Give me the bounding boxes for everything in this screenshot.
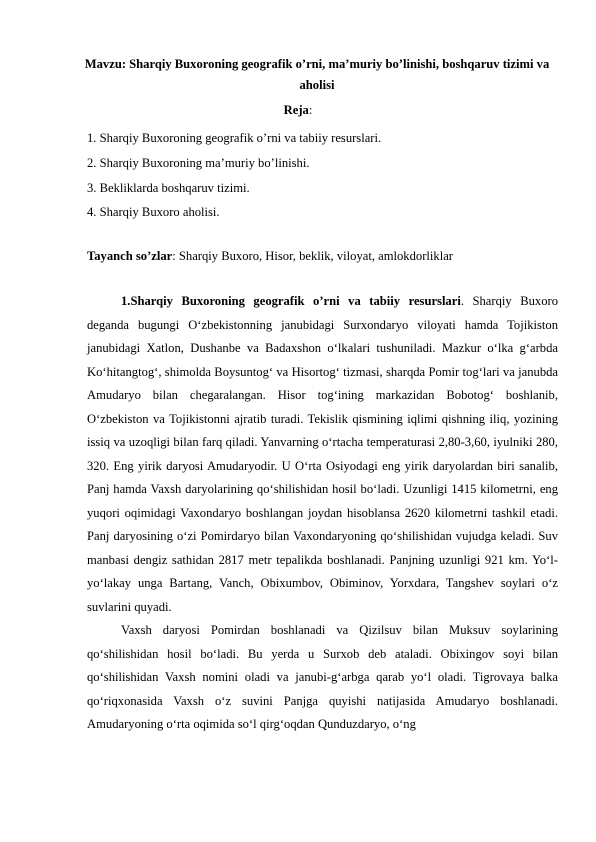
- paragraph: [87, 290, 558, 619]
- plan-list: [87, 126, 567, 225]
- section-heading: 1.Sharqiy Buxoroning geografik o’rni va tabiiy resurslari: [121, 294, 461, 308]
- keywords-label: Tayanch so’zlar: [87, 249, 173, 263]
- keywords-line: [87, 244, 567, 268]
- plan-colon: :: [308, 103, 313, 117]
- plan-label: Reja: [283, 103, 309, 117]
- document-title: Mavzu: Sharqiy Buxoroning geografik o’rni, ma’muriy bo’linishi, boshqaruv tizimi va aholisi: [84, 57, 550, 92]
- plan-item: 1. Sharqiy Buxoroning geografik o’rni va tabiiy resurslari.: [87, 131, 382, 145]
- keywords-text: : Sharqiy Buxoro, Hisor, beklik, viloyat, amlokdorliklar: [172, 249, 453, 263]
- plan-item: 2. Sharqiy Buxoroning ma’muriy bo’linishi.: [87, 155, 310, 170]
- plan-item: 3. Bekliklarda boshqaruv tizimi.: [87, 180, 250, 195]
- plan-heading: [0, 100, 596, 121]
- document-body: [87, 290, 558, 737]
- paragraph: Vaxsh daryosi Pomirdan boshlanadi va Qizilsuv bilan Muksuv soylarining qo‘shilishidan hosil bo‘ladi. Bu yerda u Surxob deb ataladi. Obixingov soyi bilan qo‘shilishidan Vaxsh nomini oladi va janubi-g‘arbga qarab yo‘l oladi. Tigrovaya balka qo‘riqxonasida Vaxsh o‘z suvini Panjga quyishi natijasida Amudaryo boshlanadi. Amudaryoning o‘rta oqimida so‘l qirg‘oqdan Qunduzdaryo, o‘ng: [87, 623, 558, 731]
- paragraph-text: . Sharqiy Buxoro deganda bugungi O‘zbekistonning janubidagi Surxondaryo viloyati hamda Tojikiston janubidagi Xatlon, Dushanbe va Badaxshon o‘lkalari tushuniladi. Mazkur o‘lka g‘arbda Ko‘hitangtog‘, shimolda Boysuntog‘ va Hisortog‘ tizmasi, sharqda Pomir tog‘lari va janubda Amudaryo bilan chegaralangan. Hisor tog‘ining markazidan Bobotog‘ boshlanib, O‘zbekiston va Tojikistonni ajratib turadi. Tekislik qismining iqlimi qishning iliq, yozining issiq va uzoqligi bilan farq qiladi. Yanvarning o‘rtacha temperaturasi 2,80-3,60, iyulniki 280, 320. Eng yirik daryosi Amudaryodir. U O‘rta Osiyodagi eng yirik daryolardan biri sanalib, Panj hamda Vaxsh daryolarining qo‘shilishidan hosil bo‘ladi. Uzunligi 1415 kilometrni, eng yuqori oqimidagi Vaxondaryo boshlangan joydan hisoblansa 2620 kilometrni tashkil etadi. Panj daryosining o‘zi Pomirdaryo bilan Vaxondaryoning qo‘shilishidan vujudga keladi. Suv manbasi dengiz sathidan 2817 metr tepalikda boshlanadi. Panjning uzunligi 921 km. Yo‘l-yo‘lakay unga Bartang, Vanch, Obixumbov, Obiminov, Yorxdara, Tangshev soylari o‘z suvlarini quyadi.: [87, 294, 558, 614]
- plan-item: 4. Sharqiy Buxoro aholisi.: [87, 205, 220, 220]
